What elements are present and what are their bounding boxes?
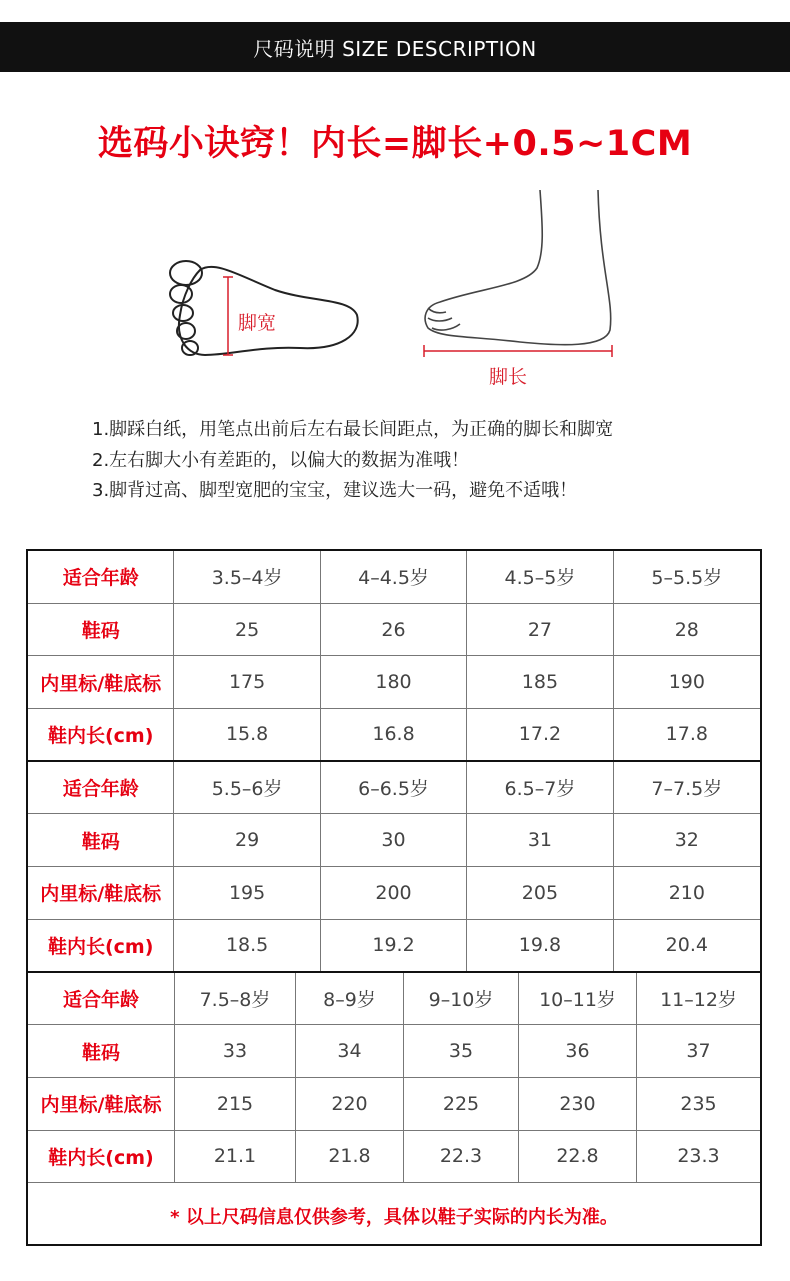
page-header [0,22,790,72]
row-label-inner: 鞋内长(cm) [28,1131,175,1183]
label-cell: 190 [668,671,705,694]
measure-notes [92,415,613,507]
inner-cell: 21.8 [296,1131,404,1183]
row-label-label: 内里标/鞋底标 [28,867,174,919]
row-label-age: 适合年龄 [28,762,174,814]
inner-cell: 23.3 [677,1145,720,1168]
side-foot-outline-icon [425,190,611,345]
table-row [28,551,760,604]
age-cell: 5–5.5岁 [651,567,723,590]
age-cell: 7–7.5岁 [651,778,723,801]
age-cell: 9–10岁 [404,973,519,1025]
inner-cell: 19.8 [467,920,613,971]
label-cell: 200 [321,867,467,919]
inner-cell: 17.8 [665,723,708,746]
row-label-size: 鞋码 [28,604,174,656]
width-label: 脚宽 [238,312,277,334]
size-cell: 26 [321,604,467,656]
inner-cell: 18.5 [174,920,320,971]
size-cell: 29 [174,814,320,866]
age-cell: 3.5–4岁 [174,551,320,603]
label-cell: 225 [404,1078,519,1130]
inner-cell: 17.2 [467,709,613,760]
age-cell: 10–11岁 [519,973,637,1025]
size-cell: 34 [296,1025,404,1077]
inner-cell: 22.8 [519,1131,637,1183]
table-row [28,814,760,867]
size-cell: 32 [674,829,699,852]
label-cell: 230 [519,1078,637,1130]
table-row [28,604,760,657]
table-footnote: * 以上尺码信息仅供参考，具体以鞋子实际的内长为准。 [170,1206,618,1228]
label-cell: 185 [467,656,613,708]
foot-drawing [0,190,790,390]
size-cell: 37 [686,1040,711,1063]
row-label-inner: 鞋内长(cm) [28,920,174,971]
age-cell: 11–12岁 [660,988,737,1011]
size-cell: 27 [467,604,613,656]
row-label-label: 内里标/鞋底标 [28,656,174,708]
table-row [28,762,760,815]
table-row [28,920,760,973]
size-cell: 25 [174,604,320,656]
size-tip: 选码小诀窍！内长=脚长+0.5~1CM [97,124,693,164]
age-cell: 7.5–8岁 [175,973,296,1025]
note-item: 1.脚踩白纸，用笔点出前后左右最长间距点，为正确的脚长和脚宽 [92,419,614,440]
label-cell: 220 [296,1078,404,1130]
inner-cell: 16.8 [321,709,467,760]
size-cell: 30 [321,814,467,866]
row-label-size: 鞋码 [28,1025,175,1077]
label-cell: 235 [680,1092,717,1115]
label-cell: 215 [175,1078,296,1130]
inner-cell: 20.4 [665,934,708,957]
size-cell: 31 [467,814,613,866]
size-cell: 28 [674,618,699,641]
age-cell: 5.5–6岁 [174,762,320,814]
size-table [26,549,762,1246]
age-cell: 8–9岁 [296,973,404,1025]
age-cell: 6.5–7岁 [467,762,613,814]
label-cell: 205 [467,867,613,919]
table-row [28,1131,760,1184]
row-label-inner: 鞋内长(cm) [28,709,174,760]
width-measure-icon [223,277,233,355]
label-cell: 195 [174,867,320,919]
inner-cell: 15.8 [174,709,320,760]
table-row [28,1025,760,1078]
table-row [28,709,760,762]
table-row [28,867,760,920]
size-cell: 33 [175,1025,296,1077]
label-cell: 180 [321,656,467,708]
header-title: 尺码说明 SIZE DESCRIPTION [253,36,537,61]
label-cell: 175 [174,656,320,708]
row-label-age: 适合年龄 [28,973,175,1025]
table-row [28,973,760,1026]
inner-cell: 21.1 [175,1131,296,1183]
row-label-size: 鞋码 [28,814,174,866]
size-cell: 35 [404,1025,519,1077]
row-label-label: 内里标/鞋底标 [28,1078,175,1130]
age-cell: 4–4.5岁 [321,551,467,603]
size-cell: 36 [519,1025,637,1077]
row-label-age: 适合年龄 [28,551,174,603]
length-label: 脚长 [489,366,528,388]
inner-cell: 19.2 [321,920,467,971]
foot-illustration [0,190,790,390]
table-row [28,1078,760,1131]
age-cell: 4.5–5岁 [467,551,613,603]
length-measure-icon [424,345,612,357]
table-row [28,656,760,709]
inner-cell: 22.3 [404,1131,519,1183]
note-item: 3.脚背过高、脚型宽肥的宝宝，建议选大一码，避免不适哦！ [92,480,578,501]
label-cell: 210 [668,881,705,904]
age-cell: 6–6.5岁 [321,762,467,814]
note-item: 2.左右脚大小有差距的，以偏大的数据为准哦！ [92,449,470,471]
